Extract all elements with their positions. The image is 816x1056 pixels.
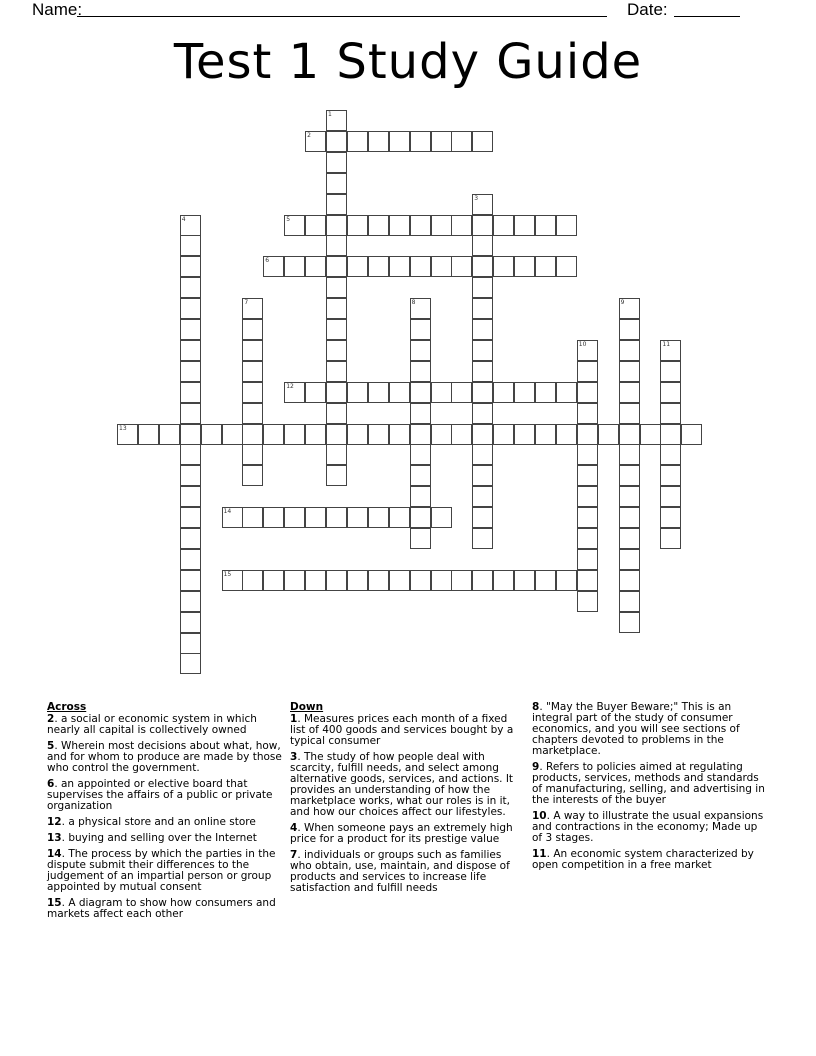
crossword-cell[interactable] xyxy=(577,507,598,528)
crossword-cell[interactable] xyxy=(660,361,681,382)
crossword-cell[interactable] xyxy=(326,465,347,486)
crossword-cell[interactable] xyxy=(305,215,326,236)
crossword-cell[interactable] xyxy=(619,528,640,549)
crossword-cell[interactable] xyxy=(619,403,640,424)
crossword-cell[interactable] xyxy=(180,319,201,340)
crossword-cell[interactable] xyxy=(619,465,640,486)
crossword-cell[interactable] xyxy=(660,528,681,549)
crossword-cell[interactable] xyxy=(347,570,368,591)
crossword-cell[interactable] xyxy=(326,173,347,194)
crossword-cell[interactable] xyxy=(660,403,681,424)
clue-text: When someone pays an extremely high price for a product for its prestige value xyxy=(290,822,513,845)
crossword-cell[interactable] xyxy=(410,319,431,340)
crossword-cell[interactable] xyxy=(180,653,201,674)
crossword-cell[interactable] xyxy=(389,382,410,403)
crossword-cell[interactable] xyxy=(326,131,347,152)
crossword-cell[interactable] xyxy=(410,361,431,382)
crossword-cell[interactable] xyxy=(368,215,389,236)
crossword-cell[interactable] xyxy=(284,382,305,403)
crossword-cell[interactable] xyxy=(180,382,201,403)
crossword-cell[interactable] xyxy=(410,465,431,486)
cell-number: 8 xyxy=(411,299,416,307)
crossword-cell[interactable] xyxy=(493,215,514,236)
crossword-cell[interactable] xyxy=(389,424,410,445)
crossword-cell[interactable] xyxy=(451,570,472,591)
crossword-cell[interactable] xyxy=(410,486,431,507)
crossword-cell[interactable] xyxy=(180,215,201,236)
crossword-cell[interactable] xyxy=(242,570,263,591)
crossword-cell[interactable] xyxy=(305,424,326,445)
crossword-cell[interactable] xyxy=(138,424,159,445)
crossword-cell[interactable] xyxy=(472,340,493,361)
crossword-cell[interactable] xyxy=(535,570,556,591)
crossword-cell[interactable] xyxy=(410,528,431,549)
clue-number: 3 xyxy=(290,751,298,763)
clue-text: The study of how people deal with scarcity, fulfill needs, and select among alternative goods, services, and actions. It provides an understanding of how the marketplace works, what our roles is in it, and how our choices affect our lifestyles. xyxy=(290,751,514,818)
crossword-cell[interactable] xyxy=(368,570,389,591)
crossword-cell[interactable] xyxy=(514,424,535,445)
crossword-cell[interactable] xyxy=(577,486,598,507)
crossword-cell[interactable] xyxy=(347,131,368,152)
cell-number: 7 xyxy=(244,299,249,307)
crossword-cell[interactable] xyxy=(660,465,681,486)
crossword-cell[interactable] xyxy=(368,256,389,277)
clue-number: 14 xyxy=(47,848,62,860)
crossword-cell[interactable] xyxy=(619,361,640,382)
crossword-cell[interactable] xyxy=(389,570,410,591)
crossword-cell[interactable] xyxy=(263,256,284,277)
crossword-cell[interactable] xyxy=(242,444,263,465)
crossword-cell[interactable] xyxy=(660,444,681,465)
crossword-cell[interactable] xyxy=(410,444,431,465)
crossword-cell[interactable] xyxy=(472,486,493,507)
crossword-cell[interactable] xyxy=(619,340,640,361)
cell-number: 15 xyxy=(223,570,232,578)
clue-text: buying and selling over the Internet xyxy=(68,832,257,844)
crossword-cell[interactable] xyxy=(347,424,368,445)
crossword-cell[interactable] xyxy=(410,256,431,277)
crossword-cell[interactable] xyxy=(305,131,326,152)
clue-number: 12 xyxy=(47,816,62,828)
crossword-cell[interactable] xyxy=(619,298,640,319)
crossword-cell[interactable] xyxy=(431,256,452,277)
clue-number: 15 xyxy=(47,897,62,909)
crossword-cell[interactable] xyxy=(305,507,326,528)
crossword-cell[interactable] xyxy=(451,256,472,277)
crossword-cell[interactable] xyxy=(242,382,263,403)
crossword-cell[interactable] xyxy=(410,424,431,445)
cell-number: 14 xyxy=(223,508,232,516)
crossword-cell[interactable] xyxy=(619,591,640,612)
cell-number: 13 xyxy=(119,424,127,432)
crossword-cell[interactable] xyxy=(180,340,201,361)
crossword-cell[interactable] xyxy=(472,194,493,215)
crossword-cell[interactable] xyxy=(222,424,243,445)
crossword-cell[interactable] xyxy=(222,570,243,591)
crossword-cell[interactable] xyxy=(368,507,389,528)
crossword-cell[interactable] xyxy=(326,507,347,528)
crossword-cell[interactable] xyxy=(242,298,263,319)
crossword-cell[interactable] xyxy=(180,591,201,612)
crossword-cell[interactable] xyxy=(410,382,431,403)
crossword-cell[interactable] xyxy=(681,424,702,445)
cell-number: 11 xyxy=(662,340,671,348)
crossword-cell[interactable] xyxy=(180,549,201,570)
clue-down-1: 1. Measures prices each month of a fixed list of 400 goods and services bought by a typical consumer xyxy=(290,713,514,747)
crossword-cell[interactable] xyxy=(180,277,201,298)
crossword-cell[interactable] xyxy=(514,215,535,236)
clue-number: 9 xyxy=(532,761,540,773)
crossword-cell[interactable] xyxy=(180,612,201,633)
page-title: Test 1 Study Guide xyxy=(173,34,643,90)
crossword-cell[interactable] xyxy=(660,340,681,361)
crossword-cell[interactable] xyxy=(263,424,284,445)
crossword-cell[interactable] xyxy=(326,152,347,173)
crossword-cell[interactable] xyxy=(514,382,535,403)
crossword-cell[interactable] xyxy=(451,131,472,152)
crossword-cell[interactable] xyxy=(180,361,201,382)
clue-text: Refers to policies aimed at regulating products, services, methods and standards of manufacturing, selling, and advertising in the interests of the buyer xyxy=(532,761,765,806)
crossword-cell[interactable] xyxy=(619,486,640,507)
crossword-cell[interactable] xyxy=(472,256,493,277)
crossword-cell[interactable] xyxy=(556,570,577,591)
crossword-cell[interactable] xyxy=(242,507,263,528)
name-label: Name: xyxy=(32,0,83,19)
crossword-cell[interactable] xyxy=(180,633,201,654)
crossword-cell[interactable] xyxy=(535,215,556,236)
clue-number: 6 xyxy=(47,778,55,790)
crossword-cell[interactable] xyxy=(619,549,640,570)
clue-text: a social or economic system in which nearly all capital is collectively owned xyxy=(47,713,257,736)
crossword-cell[interactable] xyxy=(326,298,347,319)
crossword-cell[interactable] xyxy=(577,570,598,591)
crossword-cell[interactable] xyxy=(242,465,263,486)
across-clues xyxy=(47,702,282,925)
clue-text: Wherein most decisions about what, how, and for whom to produce are made by those who control the government. xyxy=(47,740,282,774)
crossword-cell[interactable] xyxy=(556,256,577,277)
cell-number: 4 xyxy=(181,215,186,223)
crossword-cell[interactable] xyxy=(431,131,452,152)
crossword-cell[interactable] xyxy=(577,444,598,465)
crossword-cell[interactable] xyxy=(619,319,640,340)
crossword-cell[interactable] xyxy=(159,424,180,445)
crossword-cell[interactable] xyxy=(577,340,598,361)
crossword-cell[interactable] xyxy=(431,507,452,528)
crossword-cell[interactable] xyxy=(368,424,389,445)
crossword-cell[interactable] xyxy=(577,424,598,445)
crossword-cell[interactable] xyxy=(577,591,598,612)
crossword-cell[interactable] xyxy=(180,528,201,549)
clue-text: The process by which the parties in the dispute submit their differences to the judgement of an impartial person or group appointed by mutual consent xyxy=(47,848,276,893)
crossword-cell[interactable] xyxy=(326,110,347,131)
cell-number: 10 xyxy=(578,340,587,348)
crossword-cell[interactable] xyxy=(263,507,284,528)
crossword-cell[interactable] xyxy=(326,235,347,256)
crossword-cell[interactable] xyxy=(242,340,263,361)
crossword-cell[interactable] xyxy=(493,570,514,591)
cell-number: 12 xyxy=(286,382,294,390)
clue-text: Measures prices each month of a fixed list of 400 goods and services bought by a typical consumer xyxy=(290,713,514,747)
crossword-cell[interactable] xyxy=(431,570,452,591)
crossword-cell[interactable] xyxy=(410,570,431,591)
crossword-cell[interactable] xyxy=(577,361,598,382)
crossword-cell[interactable] xyxy=(326,361,347,382)
crossword-cell[interactable] xyxy=(326,319,347,340)
clue-number: 10 xyxy=(532,810,547,822)
clue-number: 2 xyxy=(47,713,55,725)
crossword-cell[interactable] xyxy=(472,319,493,340)
crossword-cell[interactable] xyxy=(451,382,472,403)
crossword-cell[interactable] xyxy=(347,215,368,236)
crossword-cell[interactable] xyxy=(410,507,431,528)
clue-number: 1 xyxy=(290,713,298,725)
crossword-cell[interactable] xyxy=(514,256,535,277)
crossword-cell[interactable] xyxy=(556,215,577,236)
crossword-cell[interactable] xyxy=(660,382,681,403)
clue-across-13: 13. buying and selling over the Internet xyxy=(47,832,257,844)
crossword-cell[interactable] xyxy=(242,361,263,382)
crossword-cell[interactable] xyxy=(117,424,138,445)
cell-number: 2 xyxy=(307,131,311,139)
crossword-cell[interactable] xyxy=(368,131,389,152)
crossword-cell[interactable] xyxy=(619,612,640,633)
crossword-cell[interactable] xyxy=(410,215,431,236)
date-field-line xyxy=(674,16,740,17)
across-heading: Across xyxy=(47,701,87,713)
clue-across-14: 14. The process by which the parties in the dispute submit their differences to the judgement of an impartial person or group appointed by mutual consent xyxy=(47,848,276,893)
crossword-cell[interactable] xyxy=(472,528,493,549)
crossword-cell[interactable] xyxy=(410,403,431,424)
crossword-cell[interactable] xyxy=(472,424,493,445)
crossword-cell[interactable] xyxy=(180,444,201,465)
crossword-cell[interactable] xyxy=(556,382,577,403)
crossword-cell[interactable] xyxy=(472,382,493,403)
crossword-cell[interactable] xyxy=(180,403,201,424)
clue-across-12: 12. a physical store and an online store xyxy=(47,816,256,828)
cell-number: 3 xyxy=(474,194,479,202)
crossword-cell[interactable] xyxy=(326,277,347,298)
crossword-cell[interactable] xyxy=(598,424,619,445)
crossword-cell[interactable] xyxy=(180,486,201,507)
crossword-cell[interactable] xyxy=(577,382,598,403)
clue-number: 5 xyxy=(47,740,55,752)
down-heading: Down xyxy=(290,701,324,713)
crossword-cell[interactable] xyxy=(472,131,493,152)
crossword-cell[interactable] xyxy=(263,570,284,591)
crossword-cell[interactable] xyxy=(493,256,514,277)
crossword-cell[interactable] xyxy=(431,424,452,445)
clue-text: an appointed or elective board that supervises the affairs of a public or private organization xyxy=(47,778,273,812)
crossword-cell[interactable] xyxy=(577,465,598,486)
crossword-cell[interactable] xyxy=(535,382,556,403)
crossword-cell[interactable] xyxy=(201,424,222,445)
crossword-cell[interactable] xyxy=(535,424,556,445)
crossword-cell[interactable] xyxy=(347,507,368,528)
crossword-cell[interactable] xyxy=(326,256,347,277)
clue-text: "May the Buyer Beware;" This is an integral part of the study of consumer economics, and you will see sections of chapters devoted to problems in the marketplace. xyxy=(532,701,740,757)
crossword-cell[interactable] xyxy=(389,215,410,236)
crossword-cell[interactable] xyxy=(451,424,472,445)
crossword-cell[interactable] xyxy=(180,235,201,256)
clue-across-2: 2. a social or economic system in which nearly all capital is collectively owned xyxy=(47,713,257,736)
crossword-cell[interactable] xyxy=(472,298,493,319)
crossword-cell[interactable] xyxy=(493,382,514,403)
clue-down-8: 8. "May the Buyer Beware;" This is an integral part of the study of consumer economics, and you will see sections of chapters devoted to problems in the marketplace. xyxy=(532,701,740,757)
crossword-cell[interactable] xyxy=(389,507,410,528)
crossword-cell[interactable] xyxy=(180,256,201,277)
crossword-cell[interactable] xyxy=(305,382,326,403)
crossword-cell[interactable] xyxy=(242,319,263,340)
crossword-cell[interactable] xyxy=(326,194,347,215)
clue-across-5: 5. Wherein most decisions about what, how, and for whom to produce are made by those who control the government. xyxy=(47,740,282,774)
crossword-cell[interactable] xyxy=(410,340,431,361)
name-field-line xyxy=(77,16,607,17)
crossword-cell[interactable] xyxy=(326,340,347,361)
crossword-cell[interactable] xyxy=(180,465,201,486)
crossword-cell[interactable] xyxy=(389,131,410,152)
clue-down-9: 9. Refers to policies aimed at regulating products, services, methods and standards of manufacturing, selling, and advertising in the interests of the buyer xyxy=(532,761,765,806)
clue-number: 11 xyxy=(532,848,547,860)
crossword-cell[interactable] xyxy=(284,424,305,445)
crossword-cell[interactable] xyxy=(577,403,598,424)
crossword-cell[interactable] xyxy=(368,382,389,403)
crossword-cell[interactable] xyxy=(472,465,493,486)
crossword-cell[interactable] xyxy=(242,424,263,445)
cell-number: 6 xyxy=(265,257,270,265)
clue-text: a physical store and an online store xyxy=(68,816,256,828)
clue-text: An economic system characterized by open competition in a free market xyxy=(532,848,754,871)
clue-text: individuals or groups such as families who obtain, use, maintain, and dispose of products and services to increase life satisfaction and fulfill needs xyxy=(290,849,510,894)
clue-down-3: 3. The study of how people deal with scarcity, fulfill needs, and select among alternative goods, services, and actions. It provides an understanding of how the marketplace works, what our roles is in it, and how our choices affect our lifestyles. xyxy=(290,751,514,818)
crossword-cell[interactable] xyxy=(180,570,201,591)
crossword-cell[interactable] xyxy=(577,549,598,570)
crossword-cell[interactable] xyxy=(431,215,452,236)
crossword-cell[interactable] xyxy=(180,298,201,319)
crossword-cell[interactable] xyxy=(472,277,493,298)
crossword-cell[interactable] xyxy=(619,444,640,465)
clue-down-4: 4. When someone pays an extremely high price for a product for its prestige value xyxy=(290,822,513,845)
crossword-cell[interactable] xyxy=(389,256,410,277)
crossword-cell[interactable] xyxy=(451,215,472,236)
cell-number: 9 xyxy=(620,299,625,307)
crossword-cell[interactable] xyxy=(472,235,493,256)
crossword-cell[interactable] xyxy=(472,361,493,382)
crossword-cell[interactable] xyxy=(326,382,347,403)
clue-text: A way to illustrate the usual expansions and contractions in the economy; Made up of 3 stages. xyxy=(532,810,764,844)
crossword-cell[interactable] xyxy=(472,403,493,424)
crossword-cell[interactable] xyxy=(619,382,640,403)
crossword-cell[interactable] xyxy=(284,256,305,277)
crossword-cell[interactable] xyxy=(347,382,368,403)
clue-number: 8 xyxy=(532,701,540,713)
crossword-cell[interactable] xyxy=(242,403,263,424)
clue-across-15: 15. A diagram to show how consumers and markets affect each other xyxy=(47,897,276,920)
crossword-cell[interactable] xyxy=(660,486,681,507)
crossword-cell[interactable] xyxy=(410,298,431,319)
down-clues-continued xyxy=(532,702,768,876)
clue-across-6: 6. an appointed or elective board that supervises the affairs of a public or private organization xyxy=(47,778,273,812)
crossword-cell[interactable] xyxy=(535,256,556,277)
clue-down-7: 7. individuals or groups such as families who obtain, use, maintain, and dispose of products and services to increase life satisfaction and fulfill needs xyxy=(290,849,510,894)
crossword-cell[interactable] xyxy=(493,424,514,445)
crossword-cell[interactable] xyxy=(326,570,347,591)
crossword-cell[interactable] xyxy=(660,507,681,528)
crossword-cell[interactable] xyxy=(556,424,577,445)
date-label: Date: xyxy=(627,0,668,19)
crossword-cell[interactable] xyxy=(514,570,535,591)
crossword-cell[interactable] xyxy=(410,131,431,152)
crossword-cell[interactable] xyxy=(326,215,347,236)
clue-down-11: 11. An economic system characterized by open competition in a free market xyxy=(532,848,754,871)
crossword-cell[interactable] xyxy=(326,403,347,424)
crossword-cell[interactable] xyxy=(284,570,305,591)
crossword-cell[interactable] xyxy=(326,444,347,465)
crossword-cell[interactable] xyxy=(577,528,598,549)
crossword-cell[interactable] xyxy=(284,215,305,236)
crossword-cell[interactable] xyxy=(472,570,493,591)
crossword-cell[interactable] xyxy=(472,215,493,236)
clue-text: A diagram to show how consumers and markets affect each other xyxy=(47,897,276,920)
crossword-cell[interactable] xyxy=(180,424,201,445)
down-clues xyxy=(290,702,526,899)
crossword-cell[interactable] xyxy=(284,507,305,528)
crossword-cell[interactable] xyxy=(431,382,452,403)
clue-number: 4 xyxy=(290,822,298,834)
crossword-cell[interactable] xyxy=(222,507,243,528)
cell-number: 5 xyxy=(286,215,291,223)
crossword-cell[interactable] xyxy=(640,424,661,445)
crossword-cell[interactable] xyxy=(660,424,681,445)
crossword-cell[interactable] xyxy=(305,570,326,591)
crossword-cell[interactable] xyxy=(347,256,368,277)
clue-number: 7 xyxy=(290,849,298,861)
crossword-cell[interactable] xyxy=(619,570,640,591)
crossword-cell[interactable] xyxy=(619,424,640,445)
crossword-cell[interactable] xyxy=(472,444,493,465)
crossword-cell[interactable] xyxy=(619,507,640,528)
clue-down-10: 10. A way to illustrate the usual expansions and contractions in the economy; Made up of 3 stages. xyxy=(532,810,764,844)
crossword-cell[interactable] xyxy=(472,507,493,528)
cell-number: 1 xyxy=(328,111,332,118)
crossword-cell[interactable] xyxy=(180,507,201,528)
crossword-cell[interactable] xyxy=(326,424,347,445)
clue-number: 13 xyxy=(47,832,62,844)
crossword-cell[interactable] xyxy=(305,256,326,277)
